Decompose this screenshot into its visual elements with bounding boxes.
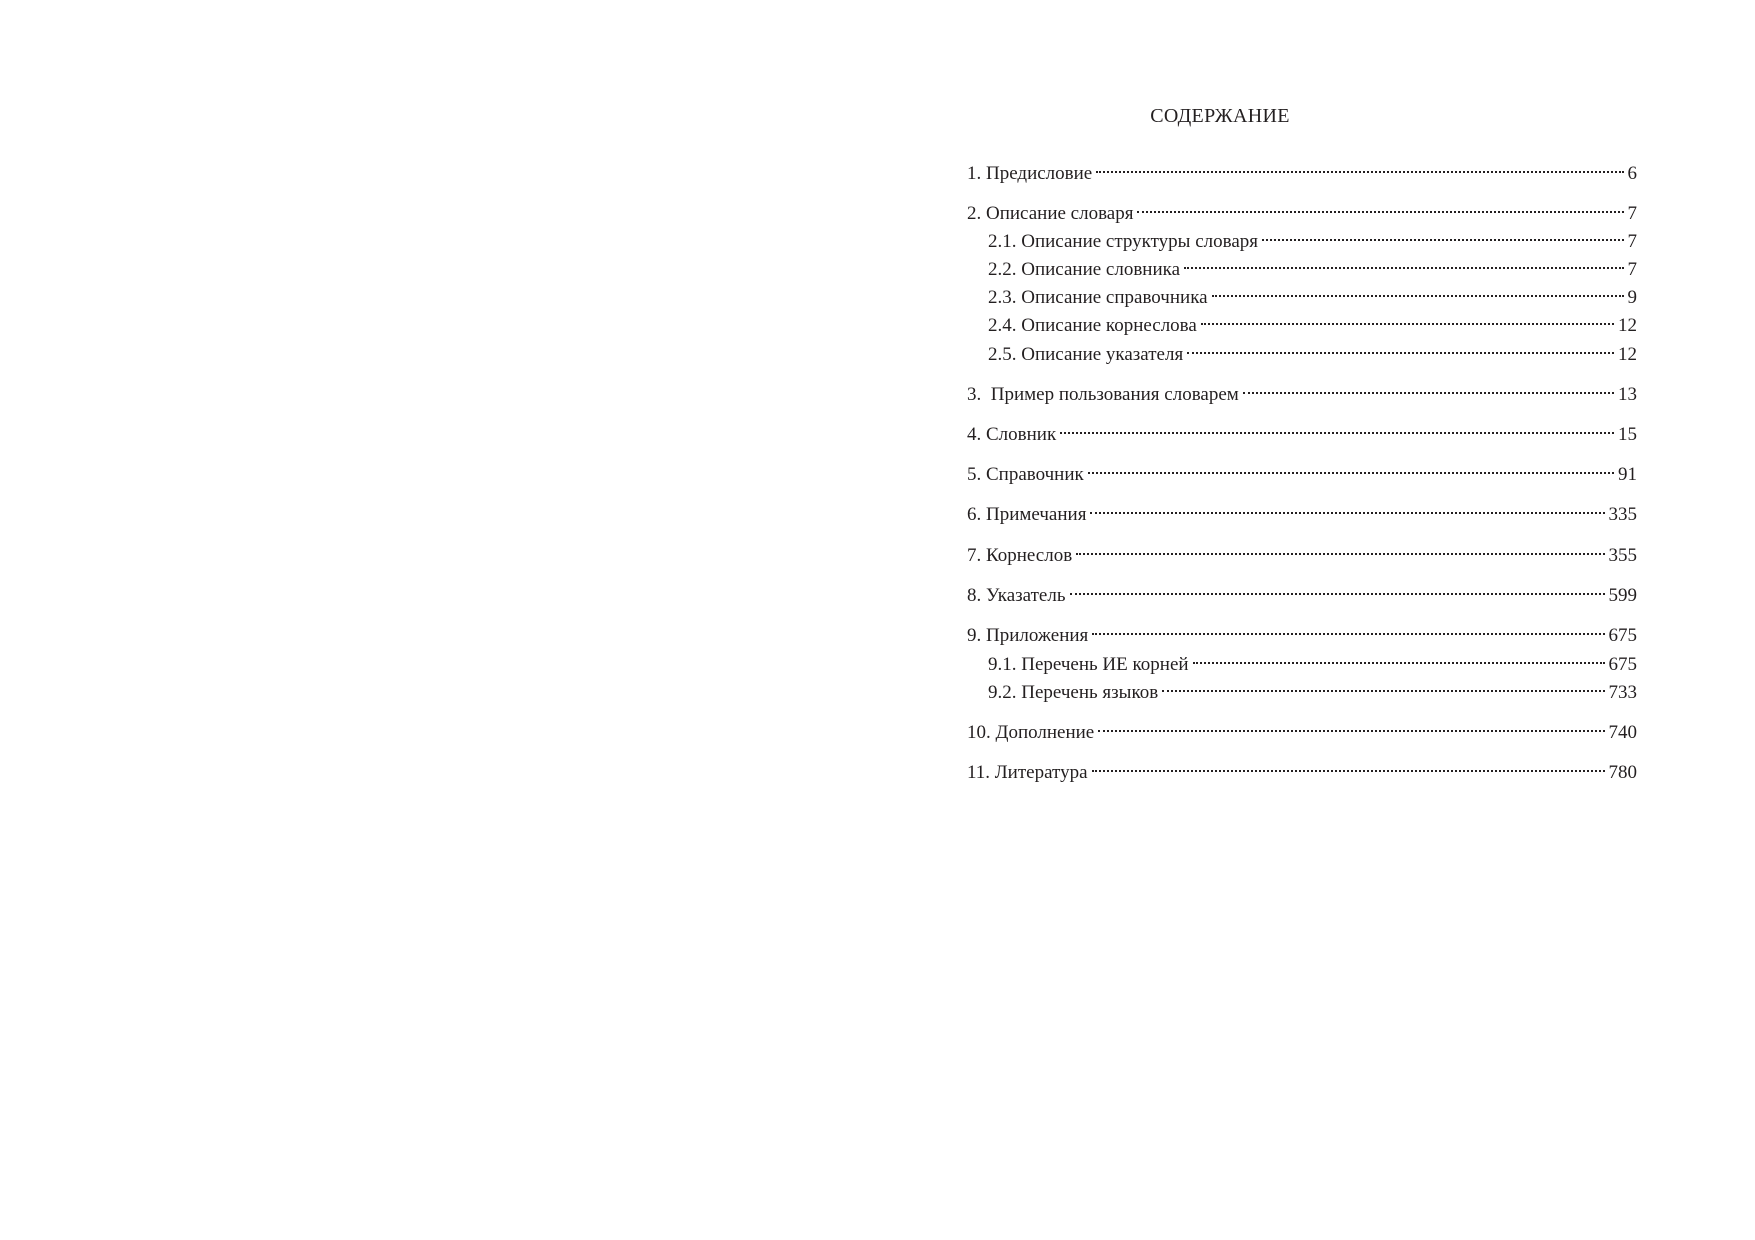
dot-leader: [1193, 646, 1605, 670]
dot-leader: [1098, 714, 1604, 738]
toc-entry-page: 740: [1608, 722, 1637, 743]
toc-entry[interactable]: [967, 617, 1637, 646]
toc-subentry[interactable]: [988, 336, 1637, 365]
toc-entry-page: 6: [1627, 163, 1637, 184]
toc-entry-label: 4. Словник: [967, 424, 1057, 445]
toc-entry-label: 2. Описание словаря: [967, 203, 1134, 224]
dot-leader: [1201, 307, 1614, 331]
dot-leader: [1088, 456, 1614, 480]
dot-leader: [1092, 617, 1604, 641]
toc-entry-label: 2.5. Описание указателя: [988, 344, 1184, 365]
dot-leader: [1212, 279, 1624, 303]
toc-subentry[interactable]: [988, 307, 1637, 336]
toc-entry-label: 11. Литература: [967, 762, 1088, 783]
dot-leader: [1262, 223, 1624, 247]
toc-entry-page: 675: [1608, 625, 1637, 646]
toc-entry[interactable]: [967, 376, 1637, 405]
toc-entry-label: 2.4. Описание корнеслова: [988, 315, 1197, 336]
toc-title: СОДЕРЖАНИЕ: [1150, 105, 1290, 127]
dot-leader: [1070, 577, 1605, 601]
toc-entry[interactable]: [967, 416, 1637, 445]
dot-leader: [1060, 416, 1614, 440]
toc-entry-page: 335: [1608, 504, 1637, 525]
toc-entry-page: 12: [1618, 315, 1637, 336]
toc-entry-page: 7: [1627, 203, 1637, 224]
toc-subentry[interactable]: [988, 251, 1637, 280]
toc-subentry[interactable]: [988, 279, 1637, 308]
toc-entry-page: 9: [1627, 287, 1637, 308]
toc-entry-page: 7: [1627, 259, 1637, 280]
toc-entry-label: 2.1. Описание структуры словаря: [988, 231, 1258, 252]
toc-entry-label: 9.2. Перечень языков: [988, 682, 1159, 703]
toc-entry-page: 599: [1608, 585, 1637, 606]
toc-subentry[interactable]: [988, 674, 1637, 703]
toc-entry-page: 780: [1608, 762, 1637, 783]
toc-entry[interactable]: [967, 155, 1637, 184]
toc-entry-label: 9.1. Перечень ИЕ корней: [988, 654, 1189, 675]
toc-entry-page: 15: [1618, 424, 1637, 445]
toc-entry-label: 5. Справочник: [967, 464, 1084, 485]
toc-entry-page: 91: [1618, 464, 1637, 485]
dot-leader: [1092, 754, 1605, 778]
dot-leader: [1162, 674, 1604, 698]
toc-entry[interactable]: [967, 537, 1637, 566]
toc-entry-page: 13: [1618, 384, 1637, 405]
toc-entry-page: 355: [1608, 545, 1637, 566]
toc-entry-label: 2.2. Описание словника: [988, 259, 1181, 280]
toc-entry-label: 3. Пример пользования словарем: [967, 384, 1239, 405]
left-page-blank: [0, 0, 877, 1240]
dot-leader: [1184, 251, 1623, 275]
toc-entry-label: 1. Предисловие: [967, 163, 1093, 184]
toc-entry-page: 675: [1608, 654, 1637, 675]
toc-entry-label: 10. Дополнение: [967, 722, 1095, 743]
toc-entry[interactable]: [967, 496, 1637, 525]
dot-leader: [1090, 496, 1604, 520]
dot-leader: [1096, 155, 1623, 179]
toc-subentry[interactable]: [988, 646, 1637, 675]
dot-leader: [1076, 537, 1604, 561]
toc-entry-label: 8. Указатель: [967, 585, 1066, 606]
toc-entry-label: 2.3. Описание справочника: [988, 287, 1208, 308]
toc-entry[interactable]: [967, 714, 1637, 743]
toc-entry[interactable]: [967, 754, 1637, 783]
toc-entry-label: 6. Примечания: [967, 504, 1087, 525]
toc-entry-label: 9. Приложения: [967, 625, 1089, 646]
dot-leader: [1137, 195, 1623, 219]
toc-entry[interactable]: [967, 456, 1637, 485]
toc-entry-page: 7: [1627, 231, 1637, 252]
toc-entry-page: 733: [1608, 682, 1637, 703]
toc-entry-label: 7. Корнеслов: [967, 545, 1073, 566]
dot-leader: [1187, 336, 1614, 360]
toc-subentry[interactable]: [988, 223, 1637, 252]
dot-leader: [1243, 376, 1614, 400]
toc-entry[interactable]: [967, 577, 1637, 606]
toc-entry[interactable]: [967, 195, 1637, 224]
toc-entry-page: 12: [1618, 344, 1637, 365]
